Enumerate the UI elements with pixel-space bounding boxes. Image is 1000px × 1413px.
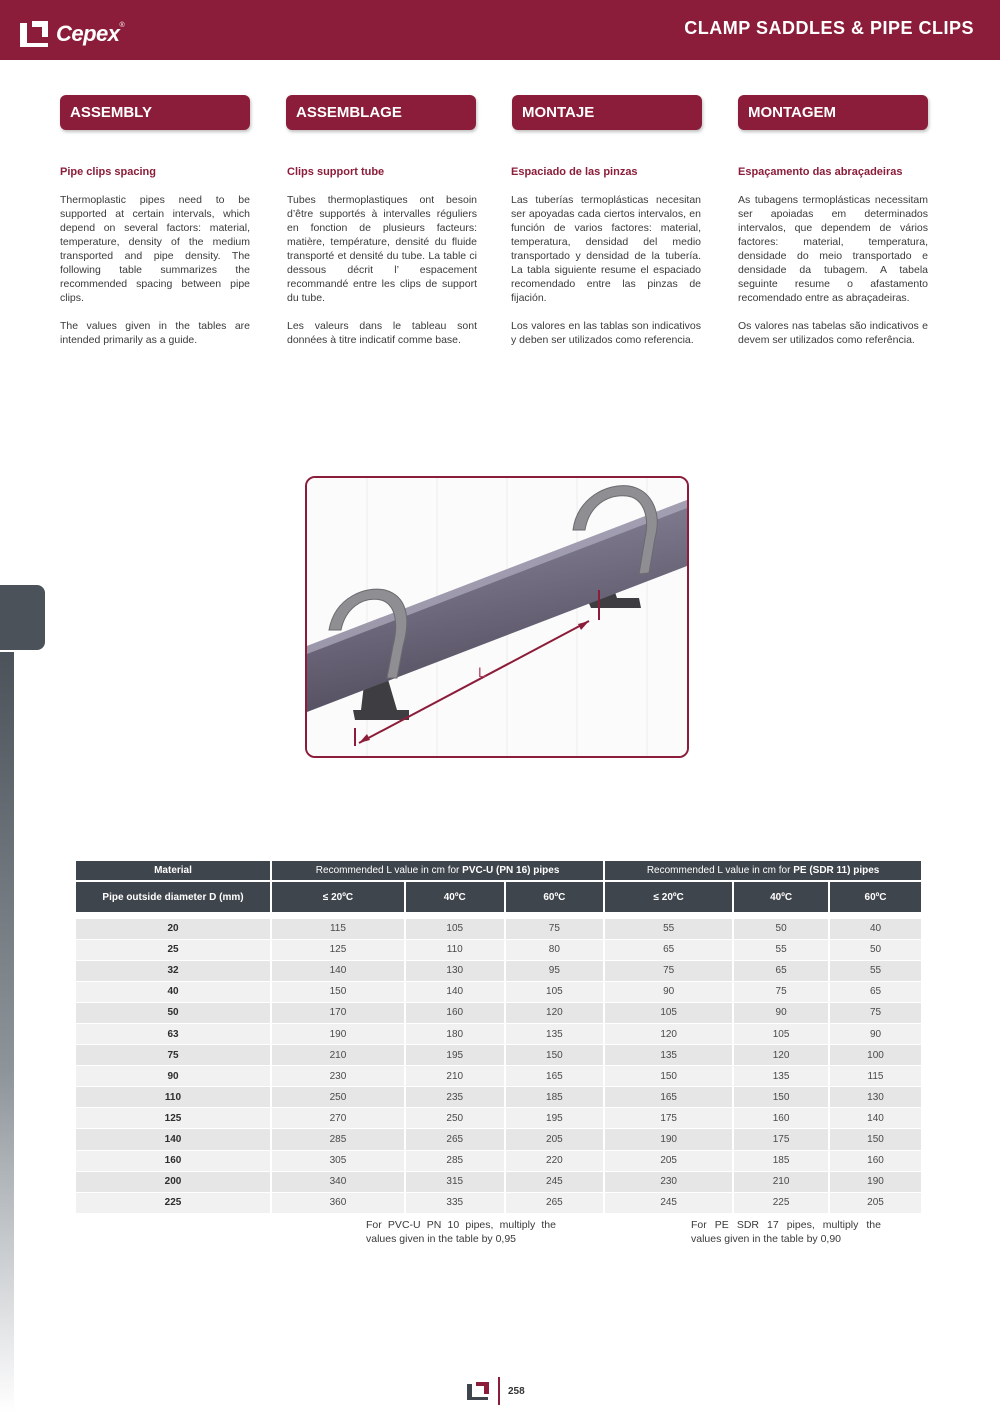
diameter-cell: 50: [76, 1002, 271, 1023]
spacing-cell: 305: [271, 1150, 405, 1171]
spacing-cell: 105: [505, 981, 605, 1002]
footer-divider: [498, 1377, 500, 1405]
spacing-cell: 195: [405, 1045, 505, 1066]
spacing-cell: 55: [829, 960, 921, 981]
column-paragraph: Thermoplastic pipes need to be supported at certain intervals, which depend on several factors: material, temperature, density of the medium transported and pipe density. The following table summarizes the recommended spacing between pipe clips.: [60, 194, 250, 304]
spacing-cell: 185: [505, 1087, 605, 1108]
diameter-cell: 25: [76, 939, 271, 960]
spacing-cell: 105: [733, 1023, 829, 1044]
spacing-cell: 55: [604, 918, 733, 939]
spacing-cell: 160: [829, 1150, 921, 1171]
cepex-logo: [18, 18, 125, 50]
spacing-cell: 135: [604, 1045, 733, 1066]
spacing-cell: 140: [829, 1108, 921, 1129]
side-tab: [0, 585, 45, 650]
spacing-cell: 130: [829, 1087, 921, 1108]
table-row: [76, 1171, 921, 1192]
dimension-label-l: L: [478, 664, 486, 680]
column-subtitle: Pipe clips spacing: [60, 166, 156, 178]
temp-header: 40ºC: [733, 881, 829, 912]
spacing-cell: 245: [604, 1192, 733, 1213]
table-row: [76, 1087, 921, 1108]
diameter-cell: 32: [76, 960, 271, 981]
spacing-cell: 165: [604, 1087, 733, 1108]
diameter-header: Pipe outside diameter D (mm): [76, 881, 271, 912]
spacing-cell: 270: [271, 1108, 405, 1129]
spacing-cell: 150: [604, 1066, 733, 1087]
table-row: [76, 1023, 921, 1044]
table-subheader-row: [76, 881, 921, 912]
spacing-cell: 115: [829, 1066, 921, 1087]
diameter-cell: 75: [76, 1045, 271, 1066]
diameter-cell: 20: [76, 918, 271, 939]
column-subtitle: Espaciado de las pinzas: [511, 166, 638, 178]
brand-name: Cepex: [56, 21, 120, 46]
spacing-cell: 265: [405, 1129, 505, 1150]
temp-header: 60ºC: [829, 881, 921, 912]
table-row: [76, 1150, 921, 1171]
spacing-cell: 90: [604, 981, 733, 1002]
column-paragraph: Los valores en las tablas son indicativos y deben ser utilizados como referencia.: [511, 320, 701, 346]
spacing-cell: 190: [271, 1023, 405, 1044]
spacing-cell: 55: [733, 939, 829, 960]
spacing-cell: 100: [829, 1045, 921, 1066]
table-row: [76, 960, 921, 981]
table-row: [76, 939, 921, 960]
spacing-cell: 135: [733, 1066, 829, 1087]
text-column-portuguese: [738, 165, 928, 361]
column-paragraph: Las tuberías termoplásticas necesitan ser apoyadas cada ciertos intervalos, en función de varios factores: material, temperatura, densidad del medio transportado y densidad de la tubería. La tabla siguiente resume el espaciado recomendado entre las pinzas de fijación.: [511, 194, 701, 304]
spacing-cell: 315: [405, 1171, 505, 1192]
table-header-row: [76, 861, 921, 881]
spacing-cell: 140: [405, 981, 505, 1002]
spacing-cell: 120: [604, 1023, 733, 1044]
spacing-cell: 285: [271, 1129, 405, 1150]
spacing-cell: 65: [604, 939, 733, 960]
spacing-cell: 175: [733, 1129, 829, 1150]
column-paragraph: As tubagens termoplásticas necessitam ser apoiadas em determinados intervalos, que dependem de vários factores: material, temperatura, densidade do meio transportado e densidade da tubagem. A tabela seguinte resume o afastamento recomendado entre as abraçadeiras.: [738, 194, 928, 304]
spacing-cell: 235: [405, 1087, 505, 1108]
material-header: Material: [76, 861, 271, 881]
section-head-montaje: MONTAJE: [512, 95, 702, 130]
spacing-cell: 210: [405, 1066, 505, 1087]
spacing-cell: 205: [604, 1150, 733, 1171]
column-subtitle: Clips support tube: [287, 166, 385, 178]
table-row: [76, 1066, 921, 1087]
spacing-cell: 170: [271, 1002, 405, 1023]
spacing-table: [76, 861, 922, 1214]
diameter-cell: 63: [76, 1023, 271, 1044]
spacing-cell: 160: [405, 1002, 505, 1023]
table-row: [76, 1002, 921, 1023]
diameter-cell: 40: [76, 981, 271, 1002]
section-head-montagem: MONTAGEM: [738, 95, 928, 130]
spacing-cell: 190: [829, 1171, 921, 1192]
spacing-cell: 120: [505, 1002, 605, 1023]
temp-header: ≤ 20ºC: [604, 881, 733, 912]
spacing-cell: 180: [405, 1023, 505, 1044]
spacing-cell: 335: [405, 1192, 505, 1213]
spacing-cell: 210: [733, 1171, 829, 1192]
spacing-cell: 150: [733, 1087, 829, 1108]
spacing-cell: 75: [505, 918, 605, 939]
spacing-cell: 165: [505, 1066, 605, 1087]
column-subtitle: Espaçamento das abraçadeiras: [738, 166, 903, 178]
side-gradient-bar: [0, 652, 14, 1413]
spacing-cell: 150: [829, 1129, 921, 1150]
spacing-cell: 50: [829, 939, 921, 960]
temp-header: 40ºC: [405, 881, 505, 912]
temp-header: ≤ 20ºC: [271, 881, 405, 912]
spacing-cell: 75: [733, 981, 829, 1002]
spacing-cell: 150: [271, 981, 405, 1002]
spacing-cell: 190: [604, 1129, 733, 1150]
spacing-cell: 125: [271, 939, 405, 960]
spacing-cell: 230: [604, 1171, 733, 1192]
spacing-cell: 360: [271, 1192, 405, 1213]
column-paragraph: Os valores nas tabelas são indicativos e devem ser utilizados como referência.: [738, 320, 928, 346]
spacing-cell: 185: [733, 1150, 829, 1171]
pvc-group-header: Recommended L value in cm for PVC-U (PN 16) pipes: [271, 861, 604, 881]
page-title: CLAMP SADDLES & PIPE CLIPS: [684, 18, 974, 38]
spacing-cell: 265: [505, 1192, 605, 1213]
spacing-cell: 90: [733, 1002, 829, 1023]
table-row: [76, 981, 921, 1002]
diameter-cell: 110: [76, 1087, 271, 1108]
column-paragraph: The values given in the tables are intended primarily as a guide.: [60, 320, 250, 346]
spacing-cell: 90: [829, 1023, 921, 1044]
diameter-cell: 160: [76, 1150, 271, 1171]
spacing-cell: 150: [505, 1045, 605, 1066]
spacing-cell: 115: [271, 918, 405, 939]
spacing-cell: 225: [733, 1192, 829, 1213]
spacing-cell: 75: [604, 960, 733, 981]
spacing-cell: 40: [829, 918, 921, 939]
page-number: 258: [508, 1385, 525, 1397]
spacing-cell: 105: [405, 918, 505, 939]
cepex-logo-icon: [18, 19, 52, 49]
spacing-cell: 175: [604, 1108, 733, 1129]
text-column-french: [287, 165, 477, 361]
spacing-cell: 220: [505, 1150, 605, 1171]
diameter-cell: 140: [76, 1129, 271, 1150]
table-row: [76, 1045, 921, 1066]
registered-mark: ®: [119, 21, 125, 29]
spacing-cell: 95: [505, 960, 605, 981]
spacing-cell: 205: [505, 1129, 605, 1150]
spacing-cell: 160: [733, 1108, 829, 1129]
diameter-cell: 225: [76, 1192, 271, 1213]
spacing-cell: 105: [604, 1002, 733, 1023]
spacing-cell: 195: [505, 1108, 605, 1129]
spacing-cell: 250: [271, 1087, 405, 1108]
spacing-cell: 140: [271, 960, 405, 981]
spacing-cell: 75: [829, 1002, 921, 1023]
spacing-cell: 135: [505, 1023, 605, 1044]
spacing-cell: 285: [405, 1150, 505, 1171]
spacing-cell: 230: [271, 1066, 405, 1087]
page-footer: [466, 1376, 525, 1406]
spacing-cell: 80: [505, 939, 605, 960]
spacing-cell: 210: [271, 1045, 405, 1066]
column-paragraph: Tubes thermoplastiques ont besoin d’être supportés à intervalles réguliers en fonction de plusieurs facteurs: matière, température, densité du fluide transporté et densité du tube. La table ci dessous décrit l’ espacement recommandé entre les clips de support du tube.: [287, 194, 477, 304]
section-head-assembly: ASSEMBLY: [60, 95, 250, 130]
spacing-cell: 130: [405, 960, 505, 981]
page-header: [0, 0, 1000, 60]
text-column-english: [60, 165, 250, 361]
spacing-cell: 245: [505, 1171, 605, 1192]
section-head-assemblage: ASSEMBLAGE: [286, 95, 476, 130]
spacing-cell: 65: [829, 981, 921, 1002]
spacing-cell: 120: [733, 1045, 829, 1066]
diameter-cell: 200: [76, 1171, 271, 1192]
spacing-cell: 205: [829, 1192, 921, 1213]
column-paragraph: Les valeurs dans le tableau sont données à titre indicatif comme base.: [287, 320, 477, 346]
spacing-cell: 50: [733, 918, 829, 939]
note-pvc: For PVC-U PN 10 pipes, multiply the values given in the table by 0,95: [366, 1219, 556, 1245]
spacing-cell: 250: [405, 1108, 505, 1129]
spacing-cell: 110: [405, 939, 505, 960]
cepex-footer-icon: [466, 1380, 492, 1402]
pipe-clips-illustration: [307, 478, 687, 756]
pe-group-header: Recommended L value in cm for PE (SDR 11) pipes: [604, 861, 921, 881]
pipe-clips-figure: [305, 476, 689, 758]
text-column-spanish: [511, 165, 701, 361]
note-pe: For PE SDR 17 pipes, multiply the values given in the table by 0,90: [691, 1219, 881, 1245]
table-row: [76, 1129, 921, 1150]
table-row: [76, 918, 921, 939]
diameter-cell: 90: [76, 1066, 271, 1087]
temp-header: 60ºC: [505, 881, 605, 912]
table-row: [76, 1108, 921, 1129]
diameter-cell: 125: [76, 1108, 271, 1129]
table-row: [76, 1192, 921, 1213]
spacing-cell: 65: [733, 960, 829, 981]
spacing-cell: 340: [271, 1171, 405, 1192]
